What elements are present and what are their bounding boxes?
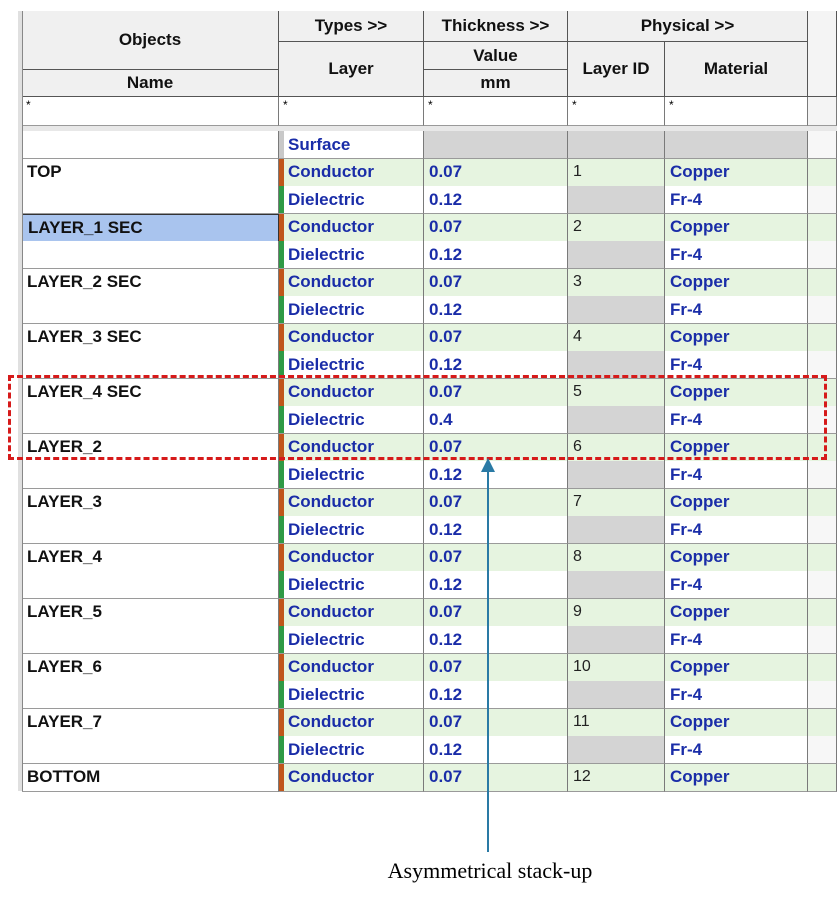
thickness-value-cell[interactable]: 0.12 (424, 736, 568, 764)
layer-type-label: Dielectric (288, 244, 365, 264)
grid-right-edge-cell (808, 159, 837, 187)
dielectric-type-color-bar (279, 186, 284, 213)
thickness-value-cell[interactable]: 0.12 (424, 241, 568, 269)
layer-id-cell[interactable] (568, 296, 665, 324)
layer-type-label: Conductor (288, 492, 374, 511)
grid-right-edge-cell (808, 764, 837, 792)
layer-type-cell[interactable] (279, 186, 424, 214)
layer-id-cell[interactable] (568, 571, 665, 599)
layer-type-label: Dielectric (288, 354, 365, 374)
dielectric-type-color-bar (279, 406, 284, 433)
dielectric-type-color-bar (279, 296, 284, 323)
grid-right-edge-cell (808, 544, 837, 572)
layer-type-cell[interactable] (279, 351, 424, 379)
value-filter[interactable]: * (424, 97, 568, 126)
name-cell[interactable]: LAYER_4 (22, 544, 279, 572)
grid-right-edge-cell (808, 131, 837, 159)
dielectric-type-color-bar (279, 626, 284, 653)
layer-type-cell[interactable] (279, 571, 424, 599)
layer-type-label: Dielectric (288, 684, 365, 704)
material-column-header[interactable]: Material (665, 42, 808, 97)
conductor-type-color-bar (279, 324, 284, 351)
thickness-value-cell[interactable]: 0.12 (424, 681, 568, 709)
name-cell[interactable] (22, 406, 279, 434)
layer-type-cell[interactable] (279, 379, 424, 407)
layer-id-cell[interactable] (568, 626, 665, 654)
dielectric-type-color-bar (279, 571, 284, 598)
layer-type-cell[interactable] (279, 599, 424, 627)
thickness-value-cell[interactable]: 0.12 (424, 461, 568, 489)
layer-type-label: Conductor (288, 272, 374, 291)
layer-type-cell[interactable] (279, 654, 424, 682)
layer-id-cell[interactable]: 3 (568, 269, 665, 297)
conductor-type-color-bar (279, 764, 284, 791)
layer-id-cell[interactable]: 2 (568, 214, 665, 242)
layer-id-cell[interactable] (568, 241, 665, 269)
dielectric-type-color-bar (279, 241, 284, 268)
layer-type-cell[interactable] (279, 461, 424, 489)
conductor-type-color-bar (279, 214, 284, 241)
material-cell[interactable]: Fr-4 (665, 351, 808, 379)
thickness-value-cell[interactable]: 0.12 (424, 626, 568, 654)
layer-type-label: Conductor (288, 712, 374, 731)
material-cell[interactable]: Fr-4 (665, 626, 808, 654)
layer-id-cell[interactable]: 5 (568, 379, 665, 407)
thickness-value-cell[interactable]: 0.07 (424, 214, 568, 242)
material-cell[interactable]: Copper (665, 599, 808, 627)
surface-type-color-bar (279, 131, 284, 158)
material-cell[interactable]: Copper (665, 379, 808, 407)
layer-type-cell[interactable] (279, 736, 424, 764)
dielectric-type-color-bar (279, 461, 284, 488)
material-cell[interactable]: Fr-4 (665, 241, 808, 269)
thickness-value-cell[interactable]: 0.07 (424, 544, 568, 572)
layer-type-cell[interactable] (279, 241, 424, 269)
layer-id-column-header[interactable]: Layer ID (568, 42, 665, 97)
material-cell[interactable] (665, 131, 808, 159)
layer-id-cell[interactable]: 9 (568, 599, 665, 627)
grid-right-edge-cell (808, 351, 837, 379)
layer-type-cell[interactable] (279, 489, 424, 517)
thickness-value-cell[interactable]: 0.12 (424, 571, 568, 599)
material-cell[interactable]: Copper (665, 764, 808, 792)
thickness-value-cell[interactable]: 0.07 (424, 159, 568, 187)
grid-right-edge-cell (808, 654, 837, 682)
material-cell[interactable]: Fr-4 (665, 406, 808, 434)
grid-right-edge-cell (808, 516, 837, 544)
conductor-type-color-bar (279, 434, 284, 461)
material-cell[interactable]: Copper (665, 324, 808, 352)
conductor-type-color-bar (279, 709, 284, 736)
name-cell[interactable] (22, 351, 279, 379)
thickness-value-cell[interactable]: 0.07 (424, 654, 568, 682)
grid-right-edge-header (808, 11, 837, 97)
material-cell[interactable]: Copper (665, 489, 808, 517)
name-cell[interactable] (22, 131, 279, 159)
grid-right-edge-cell (808, 626, 837, 654)
name-cell[interactable]: LAYER_7 (22, 709, 279, 737)
layer-type-label: Conductor (288, 217, 374, 236)
thickness-value-cell[interactable]: 0.07 (424, 764, 568, 792)
name-cell[interactable]: LAYER_5 (22, 599, 279, 627)
layer-type-label: Dielectric (288, 519, 365, 539)
layer-type-label: Dielectric (288, 629, 365, 649)
name-column-header[interactable]: Name (22, 70, 279, 97)
name-cell[interactable] (22, 186, 279, 214)
layer-type-cell[interactable] (279, 324, 424, 352)
layer-type-cell[interactable] (279, 296, 424, 324)
layer-id-cell[interactable] (568, 351, 665, 379)
name-cell[interactable]: LAYER_2 (22, 434, 279, 462)
material-cell[interactable]: Copper (665, 709, 808, 737)
types-group-header[interactable]: Types >> (279, 11, 424, 42)
grid-right-edge-cell (808, 324, 837, 352)
grid-right-edge-cell (808, 406, 837, 434)
material-cell[interactable]: Copper (665, 269, 808, 297)
thickness-value-cell[interactable]: 0.07 (424, 434, 568, 462)
layer-type-cell[interactable] (279, 626, 424, 654)
grid-right-edge-cell (808, 489, 837, 517)
name-cell[interactable]: LAYER_6 (22, 654, 279, 682)
conductor-type-color-bar (279, 599, 284, 626)
layer-type-label: Conductor (288, 327, 374, 346)
name-cell[interactable]: TOP (22, 159, 279, 187)
layer-id-cell[interactable] (568, 736, 665, 764)
material-cell[interactable]: Copper (665, 544, 808, 572)
layer-id-cell[interactable] (568, 131, 665, 159)
layer-type-cell[interactable] (279, 681, 424, 709)
layer-id-cell[interactable] (568, 681, 665, 709)
layer-type-label: Dielectric (288, 409, 365, 429)
grid-right-edge-cell (808, 461, 837, 489)
grid-right-edge-cell (808, 296, 837, 324)
layer-type-label: Dielectric (288, 189, 365, 209)
name-cell[interactable]: LAYER_2 SEC (22, 269, 279, 297)
thickness-group-header[interactable]: Thickness >> (424, 11, 568, 42)
material-cell[interactable]: Copper (665, 159, 808, 187)
grid-right-edge-cell (808, 571, 837, 599)
name-cell[interactable]: LAYER_3 SEC (22, 324, 279, 352)
material-cell[interactable]: Fr-4 (665, 296, 808, 324)
layer-type-label: Conductor (288, 162, 374, 181)
name-cell[interactable] (22, 626, 279, 654)
grid-right-edge-cell (808, 214, 837, 242)
conductor-type-color-bar (279, 159, 284, 186)
name-cell[interactable]: LAYER_1 SEC (22, 214, 279, 242)
material-cell[interactable]: Copper (665, 214, 808, 242)
name-cell[interactable] (22, 461, 279, 489)
grid-right-edge-cell (808, 269, 837, 297)
name-cell[interactable] (22, 571, 279, 599)
conductor-type-color-bar (279, 544, 284, 571)
layer-type-label: Dielectric (288, 574, 365, 594)
layer-type-label: Conductor (288, 382, 374, 401)
dielectric-type-color-bar (279, 516, 284, 543)
conductor-type-color-bar (279, 269, 284, 296)
dielectric-type-color-bar (279, 681, 284, 708)
layer-type-cell[interactable] (279, 214, 424, 242)
layer-type-label: Conductor (288, 437, 374, 456)
layer-type-cell[interactable] (279, 406, 424, 434)
dielectric-type-color-bar (279, 736, 284, 763)
layer-id-cell[interactable]: 11 (568, 709, 665, 737)
name-cell[interactable]: BOTTOM (22, 764, 279, 792)
name-cell[interactable] (22, 736, 279, 764)
dielectric-type-color-bar (279, 351, 284, 378)
grid-right-edge-cell (808, 681, 837, 709)
objects-group-header[interactable]: Objects (22, 11, 279, 70)
layer-id-cell[interactable]: 12 (568, 764, 665, 792)
value-column-header[interactable]: Value (424, 42, 568, 70)
layer-id-cell[interactable] (568, 461, 665, 489)
conductor-type-color-bar (279, 379, 284, 406)
thickness-value-cell[interactable]: 0.12 (424, 186, 568, 214)
thickness-value-cell[interactable]: 0.07 (424, 269, 568, 297)
thickness-value-cell[interactable]: 0.4 (424, 406, 568, 434)
name-cell[interactable] (22, 296, 279, 324)
layer-id-cell[interactable]: 6 (568, 434, 665, 462)
layer-id-cell[interactable]: 10 (568, 654, 665, 682)
layer-type-label: Conductor (288, 657, 374, 676)
layer-type-label: Dielectric (288, 299, 365, 319)
layer-id-cell[interactable] (568, 406, 665, 434)
layer-id-cell[interactable]: 8 (568, 544, 665, 572)
grid-right-edge-cell (808, 599, 837, 627)
grid-right-edge-filter (808, 97, 837, 126)
thickness-value-cell[interactable]: 0.12 (424, 351, 568, 379)
layer-type-cell[interactable] (279, 764, 424, 792)
grid-right-edge-cell (808, 241, 837, 269)
grid-right-edge-cell (808, 434, 837, 462)
layer-type-cell[interactable] (279, 516, 424, 544)
layer-type-cell[interactable] (279, 269, 424, 297)
layer-type-label: Conductor (288, 547, 374, 566)
material-cell[interactable]: Copper (665, 434, 808, 462)
layer-column-header[interactable]: Layer (279, 42, 424, 97)
conductor-type-color-bar (279, 489, 284, 516)
layer-type-cell[interactable] (279, 159, 424, 187)
thickness-value-cell[interactable]: 0.07 (424, 379, 568, 407)
layer-filter[interactable]: * (279, 97, 424, 126)
thickness-value-cell[interactable]: 0.12 (424, 296, 568, 324)
unit-column-header[interactable]: mm (424, 70, 568, 97)
material-cell[interactable]: Fr-4 (665, 736, 808, 764)
grid-right-edge-cell (808, 379, 837, 407)
layer-type-cell[interactable] (279, 709, 424, 737)
layer-id-cell[interactable]: 4 (568, 324, 665, 352)
thickness-value-cell[interactable] (424, 131, 568, 159)
physical-group-header[interactable]: Physical >> (568, 11, 808, 42)
layer-id-cell[interactable] (568, 186, 665, 214)
layer-type-label: Dielectric (288, 464, 365, 484)
name-cell[interactable] (22, 241, 279, 269)
layer-type-cell[interactable] (279, 434, 424, 462)
material-cell[interactable]: Copper (665, 654, 808, 682)
layer-type-cell[interactable] (279, 544, 424, 572)
material-cell[interactable]: Fr-4 (665, 461, 808, 489)
material-cell[interactable]: Fr-4 (665, 516, 808, 544)
grid-left-gutter (18, 11, 23, 791)
grid-right-edge-cell (808, 736, 837, 764)
grid-right-edge-cell (808, 709, 837, 737)
layer-type-cell[interactable] (279, 131, 424, 159)
layer-type-label: Conductor (288, 767, 374, 786)
thickness-value-cell[interactable]: 0.12 (424, 516, 568, 544)
material-cell[interactable]: Fr-4 (665, 571, 808, 599)
thickness-value-cell[interactable]: 0.07 (424, 489, 568, 517)
layer-type-label: Surface (288, 134, 351, 154)
grid-right-edge-cell (808, 186, 837, 214)
material-cell[interactable]: Fr-4 (665, 681, 808, 709)
layer-type-label: Dielectric (288, 739, 365, 759)
thickness-value-cell[interactable]: 0.07 (424, 599, 568, 627)
annotation-caption: Asymmetrical stack-up (387, 858, 593, 883)
name-cell[interactable]: LAYER_3 (22, 489, 279, 517)
thickness-value-cell[interactable]: 0.07 (424, 709, 568, 737)
annotation-arrow-line (487, 465, 489, 852)
name-cell[interactable]: LAYER_4 SEC (22, 379, 279, 407)
name-cell[interactable] (22, 681, 279, 709)
layer-id-cell[interactable]: 1 (568, 159, 665, 187)
material-cell[interactable]: Fr-4 (665, 186, 808, 214)
name-filter[interactable]: * (22, 97, 279, 126)
layer-id-filter[interactable]: * (568, 97, 665, 126)
name-cell[interactable] (22, 516, 279, 544)
layer-id-cell[interactable] (568, 516, 665, 544)
layer-id-cell[interactable]: 7 (568, 489, 665, 517)
material-filter[interactable]: * (665, 97, 808, 126)
layer-type-label: Conductor (288, 602, 374, 621)
thickness-value-cell[interactable]: 0.07 (424, 324, 568, 352)
conductor-type-color-bar (279, 654, 284, 681)
